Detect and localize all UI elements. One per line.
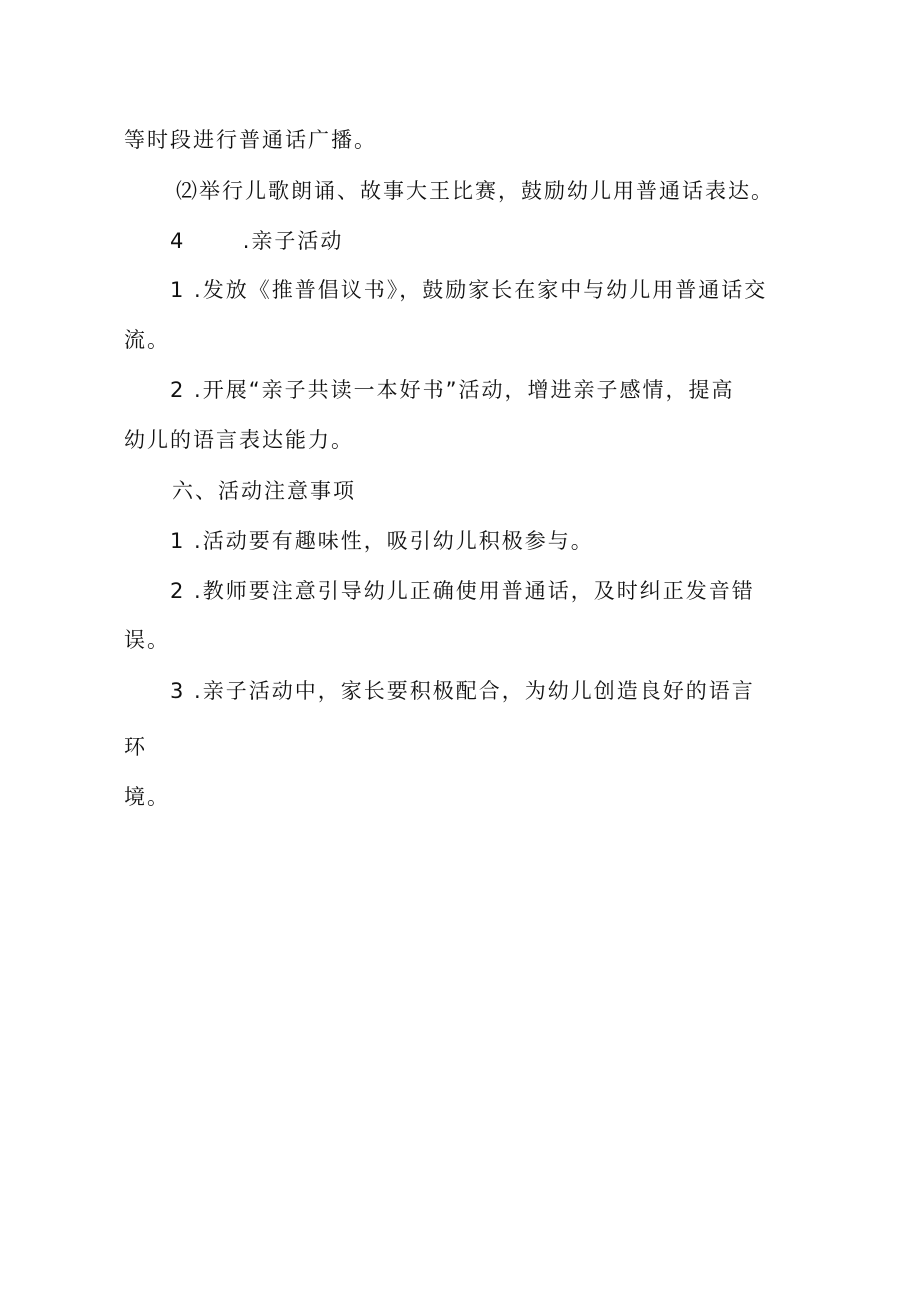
list-item-1: 1 .活动要有趣味性，吸引幼儿积极参与。 <box>170 529 594 553</box>
list-item-2: 2 .教师要注意引导幼儿正确使用普通话，及时纠正发音错 <box>170 579 755 603</box>
list-item-2: ⑵举行儿歌朗诵、故事大王比赛，鼓励幼儿用普通话表达。 <box>176 179 774 203</box>
list-item-2: 2 .开展“亲子共读一本好书”活动，增进亲子感情，提高 <box>170 378 735 402</box>
section-number: 4 <box>170 229 186 253</box>
body-text-line: 境。 <box>124 785 170 809</box>
section-title: .亲子活动 <box>242 229 344 253</box>
body-text-line: 幼儿的语言表达能力。 <box>124 428 354 452</box>
section-heading-6: 六、活动注意事项 <box>172 479 356 503</box>
body-text-line: 误。 <box>124 628 170 652</box>
list-item-1: 1 .发放《推普倡议书》，鼓励家长在家中与幼儿用普通话交 <box>170 278 768 302</box>
list-item-3: 3 .亲子活动中，家长要积极配合，为幼儿创造良好的语言 <box>170 679 755 703</box>
section-heading-4 <box>170 227 343 255</box>
body-text-line: 等时段进行普通话广播。 <box>124 128 377 152</box>
body-text-line: 环 <box>124 735 147 759</box>
body-text-line: 流。 <box>124 328 170 352</box>
